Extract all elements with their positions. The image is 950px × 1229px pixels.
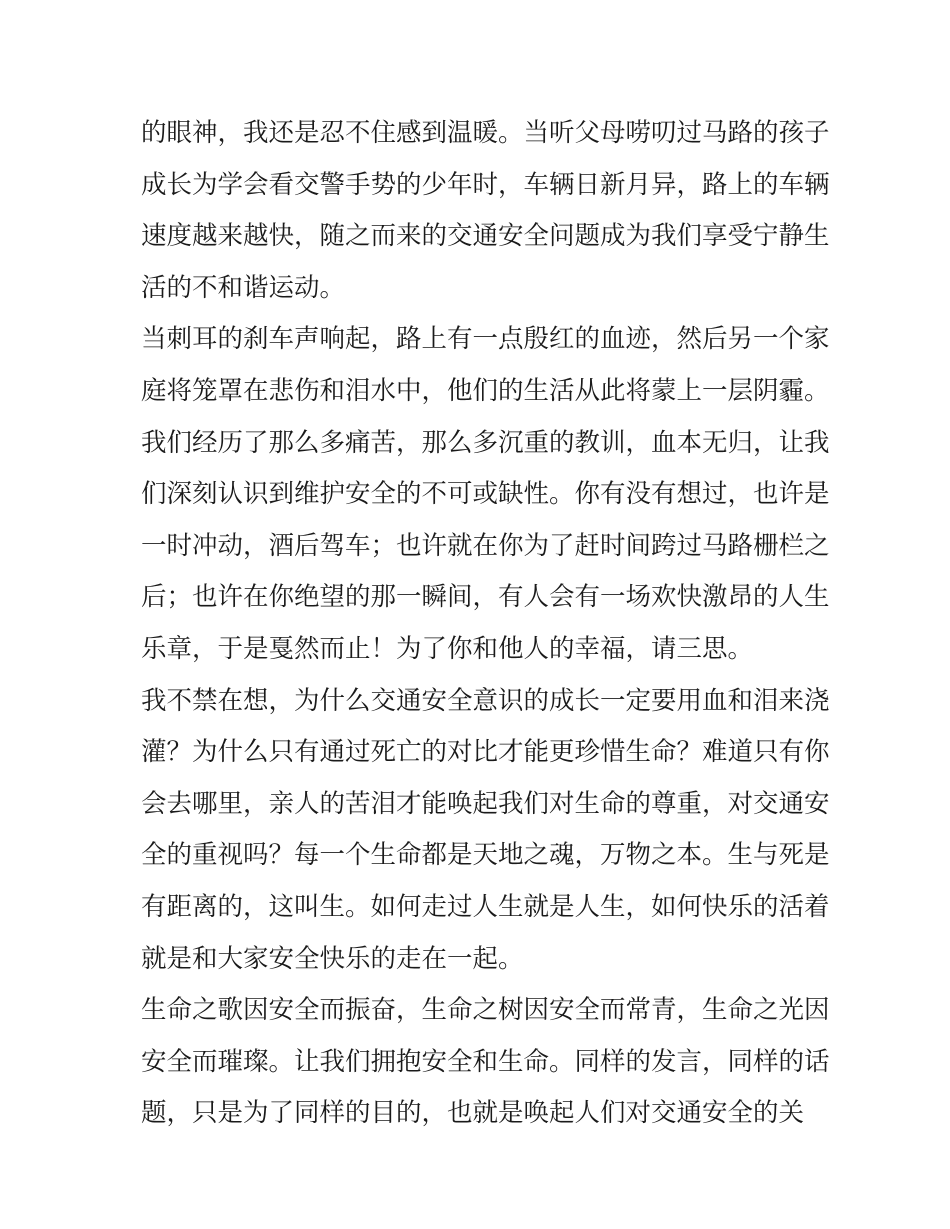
- text-line: 一时冲动，酒后驾车；也许就在你为了赶时间跨过马路栅栏之: [141, 530, 830, 561]
- text-line: 乐章，于是戛然而止！为了你和他人的幸福，请三思。: [141, 633, 754, 664]
- text-line: 后；也许在你绝望的那一瞬间，有人会有一场欢快激昂的人生: [141, 582, 830, 613]
- text-line: 活的不和谐运动。: [141, 272, 346, 303]
- text-line: 全的重视吗？每一个生命都是天地之魂，万物之本。生与死是: [141, 840, 830, 871]
- text-line: 就是和大家安全快乐的走在一起。: [141, 943, 524, 974]
- text-line: 会去哪里，亲人的苦泪才能唤起我们对生命的尊重，对交通安: [141, 788, 830, 819]
- text-line: 题，只是为了同样的目的，也就是唤起人们对交通安全的关: [141, 1098, 805, 1129]
- text-line: 生命之歌因安全而振奋，生命之树因安全而常青，生命之光因: [141, 995, 830, 1026]
- paragraph-4: [141, 985, 830, 1140]
- text-line: 安全而璀璨。让我们拥抱安全和生命。同样的发言，同样的话: [141, 1046, 830, 1077]
- text-line: 当刺耳的刹车声响起，路上有一点殷红的血迹，然后另一个家: [141, 324, 830, 355]
- paragraph-2: [141, 314, 830, 675]
- document-body: [141, 108, 830, 1140]
- text-line: 我们经历了那么多痛苦，那么多沉重的教训，血本无归，让我: [141, 427, 830, 458]
- text-line: 灌？为什么只有通过死亡的对比才能更珍惜生命？难道只有你: [141, 737, 830, 768]
- paragraph-1: [141, 108, 830, 314]
- text-line: 们深刻认识到维护安全的不可或缺性。你有没有想过，也许是: [141, 479, 830, 510]
- text-line: 我不禁在想，为什么交通安全意识的成长一定要用血和泪来浇: [141, 685, 830, 716]
- text-line: 庭将笼罩在悲伤和泪水中，他们的生活从此将蒙上一层阴霾。: [141, 375, 830, 406]
- text-line: 有距离的，这叫生。如何走过人生就是人生，如何快乐的活着: [141, 891, 830, 922]
- paragraph-3: [141, 676, 830, 986]
- text-line: 成长为学会看交警手势的少年时，车辆日新月异，路上的车辆: [141, 169, 830, 200]
- text-line: 的眼神，我还是忍不住感到温暖。当听父母唠叨过马路的孩子: [141, 118, 830, 148]
- text-line: 速度越来越快，随之而来的交通安全问题成为我们享受宁静生: [141, 221, 830, 252]
